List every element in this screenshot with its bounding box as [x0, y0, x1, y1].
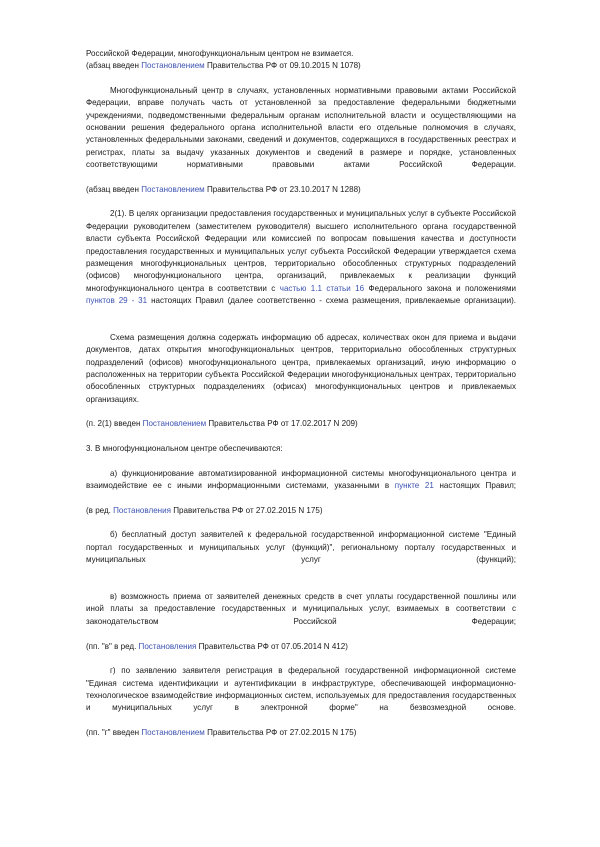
source-note: (абзац введен Постановлением Правительства РФ от 23.10.2017 N 1288) — [86, 184, 361, 194]
document-paragraph: Российской Федерации, многофункциональным центром не взимается. — [86, 49, 354, 58]
document-link[interactable]: Постановления — [113, 505, 171, 515]
document-link[interactable]: пунктов 29 - 31 — [86, 295, 148, 305]
paragraph-spacer — [86, 517, 516, 529]
source-note: (абзац введен Постановлением Правительства РФ от 09.10.2015 N 1078) — [86, 61, 361, 71]
source-note: (пп. "г" введен Постановлением Правительства РФ от 27.02.2015 N 175) — [86, 727, 357, 737]
paragraph-spacer — [86, 579, 516, 591]
document-paragraph: б) бесплатный доступ заявителей к федеральной государственной информационной системе "Единый портал государственных и муниципальных услуг (функций)", региональному порталу государственных и муниципальных услуг (функций); — [86, 530, 516, 565]
paragraph-spacer — [86, 455, 516, 467]
source-note: (пп. "в" в ред. Постановления Правительства РФ от 07.05.2014 N 412) — [86, 641, 348, 651]
document-paragraph: 3. В многофункциональном центре обеспечиваются: — [86, 444, 283, 453]
paragraph-spacer — [86, 320, 516, 332]
document-paragraph: 2(1). В целях организации предоставления государственных и муниципальных услуг в субъекте Российской Федерации руководителем (заместителем руководителя) высшего исполнительного органа государственной власти субъекта Российской Федерации или комиссией по вопросам повышения качества и доступности предоставления государственных и муниципальных услуг субъекта Российской Федерации утверждается схема размещения многофункциональных центров, территориально обособленных структурных подразделений (офисов) многофункционального центра, организаций, привлекаемых к реализации функций многофункционального центра в соответствии с частью 1.1 статьи 16 Федерального закона и положениями пунктов 29 - 31 настоящих Правил (далее соответственно - схема размещения, привлекаемые организации). — [86, 209, 516, 305]
paragraph-spacer — [86, 653, 516, 665]
document-link[interactable]: Постановлением — [141, 184, 205, 194]
source-note: (п. 2(1) введен Постановлением Правительства РФ от 17.02.2017 N 209) — [86, 419, 358, 429]
paragraph-spacer — [86, 431, 516, 443]
document-link[interactable]: Постановления — [138, 641, 197, 651]
document-link[interactable]: Постановлением — [141, 61, 205, 71]
document-link[interactable]: Постановлением — [142, 419, 207, 429]
document-paragraph: Многофункциональный центр в случаях, установленных нормативными правовыми актами Российской Федерации, вправе получать часть от установленной за предоставление федеральными бюджетными учреждениями, подведомственными федеральным органам исполнительной власти и осуществляющими на основании решения федерального органа исполнительной власти его отдельные полномочия в случаях, установленных федеральными законами, сведений и документов, содержащихся в государственных реестрах и регистрах, платы за выдачу указанных документов и сведений в размере и порядке, установленных соответствующими нормативными правовыми актами Российской Федерации. — [86, 86, 516, 170]
document-link[interactable]: пункте 21 — [394, 481, 434, 491]
document-paragraph: в) возможность приема от заявителей денежных средств в счет уплаты государственной пошлины или иной платы за предоставление государственных и муниципальных услуг, взимаемых в соответствии с законодательством Российской Федерации; — [86, 592, 516, 626]
document-paragraph: а) функционирование автоматизированной информационной системы многофункционального центра и взаимодействие ее с иными информационными системами, указанными в пункте 21 настоящих Правил; — [86, 468, 516, 491]
document-link[interactable]: частью 1.1 статьи 16 — [279, 283, 365, 293]
document-link[interactable]: Постановлением — [141, 727, 205, 737]
document-paragraph: г) по заявлению заявителя регистрация в федеральной государственной информационной системе "Единая система идентификации и аутентификации в инфраструктуре, обеспечивающей информационно-технологическое взаимодействие информационных систем, используемых для предоставления государственных и муниципальных услуг в электронной форме" на безвозмездной основе. — [86, 666, 516, 713]
document-body — [86, 48, 516, 739]
source-note: (в ред. Постановления Правительства РФ от 27.02.2015 N 175) — [86, 505, 323, 515]
document-paragraph: Схема размещения должна содержать информацию об адресах, количествах окон для приема и выдачи документов, датах открытия многофункциональных центров, территориально обособленных структурных подразделений (офисов) многофункционального центра, привлекаемых организаций, иную информацию о расположенных на территории субъекта Российской Федерации многофункциональных центрах, территориально обособленных структурных подразделениях (офисах) многофункциональных центров и привлекаемых организациях. — [86, 332, 516, 404]
paragraph-spacer — [86, 196, 516, 208]
paragraph-spacer — [86, 73, 516, 85]
